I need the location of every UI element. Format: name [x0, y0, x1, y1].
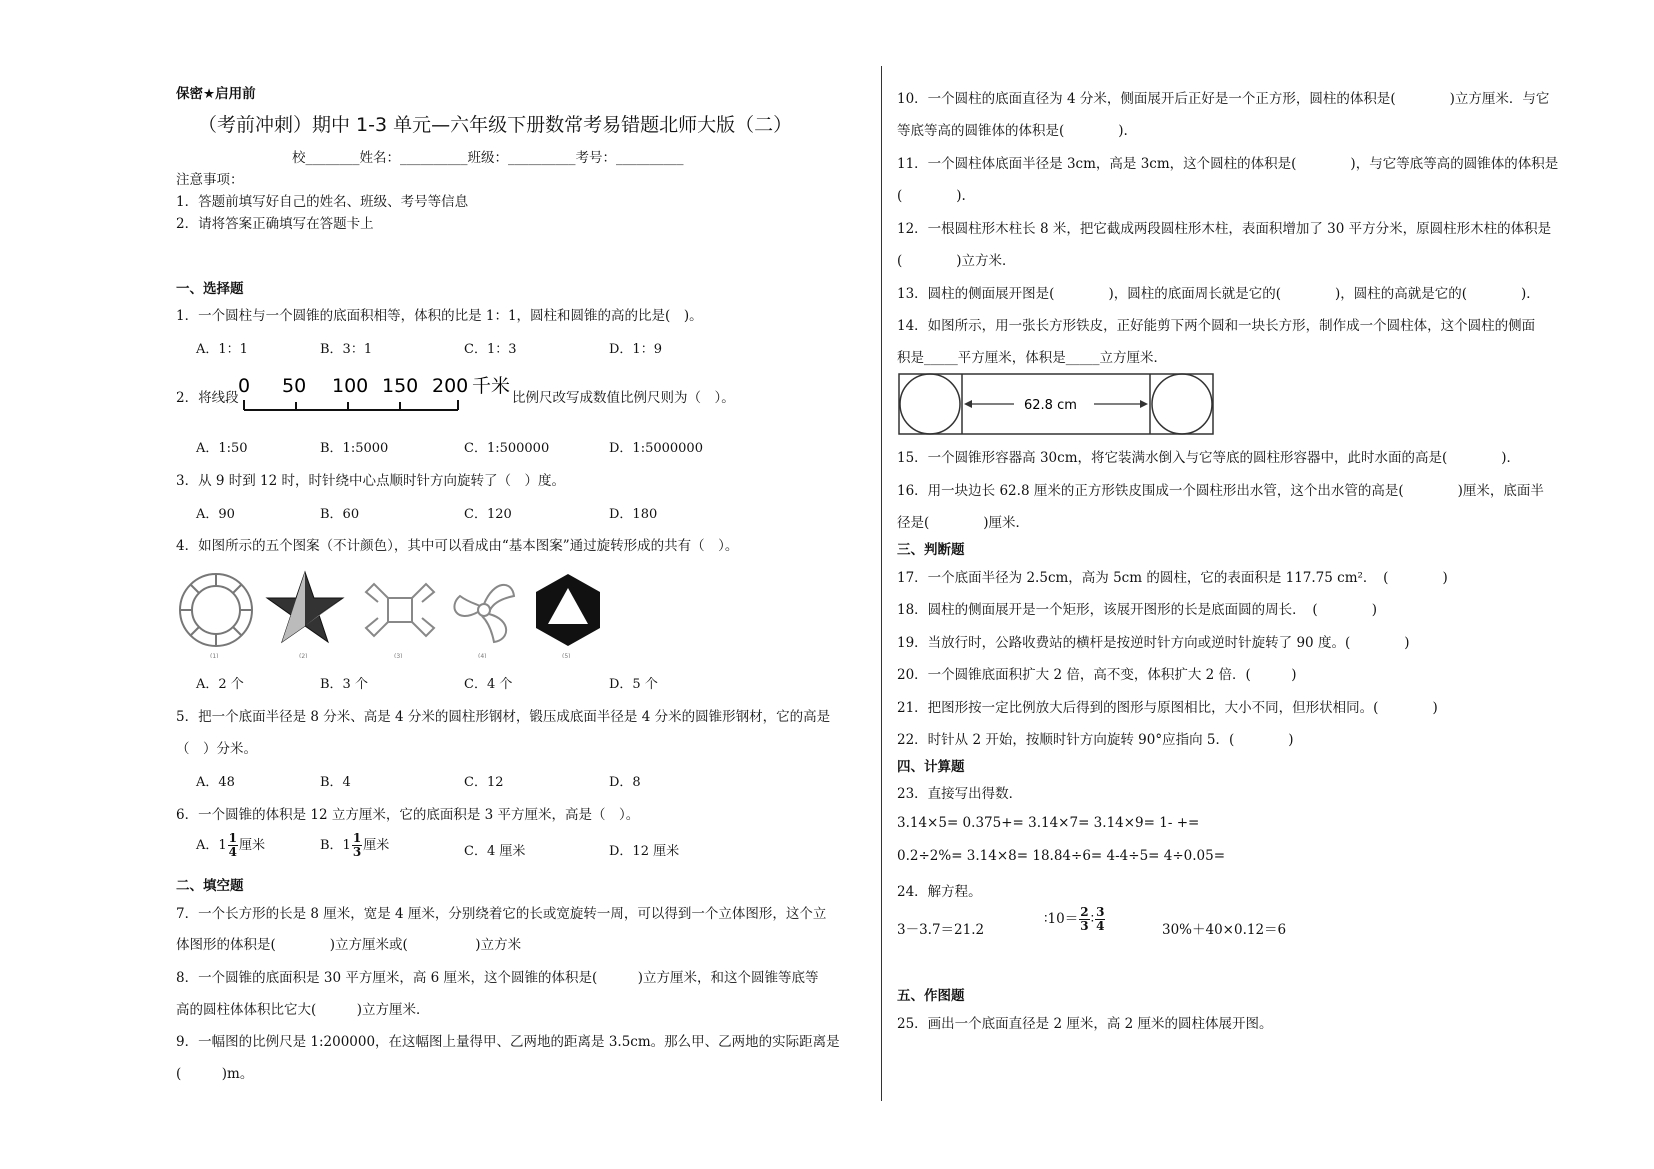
- section-draw: 五、作图题: [897, 988, 965, 1004]
- q6-b-fraction: $\frac{1}{3}$: [352, 831, 362, 859]
- section-calc: 四、计算题: [897, 759, 965, 775]
- question-17: 17．一个底面半径为 2.5cm，高为 5cm 的圆柱，它的表面积是 117.75 cm²． ( ): [897, 570, 1448, 586]
- right-circle: [1152, 374, 1212, 434]
- q6-option-c[interactable]: C．4 厘米: [464, 844, 526, 859]
- scale-tick-200: 200: [432, 375, 469, 397]
- scale-unit: 千米: [472, 375, 511, 397]
- question-22: 22．时针从 2 开始，按顺时针方向旋转 90°应指向 5．( ): [897, 732, 1294, 748]
- section-judge: 三、判断题: [897, 542, 965, 558]
- q1-option-c[interactable]: C．1：3: [464, 342, 517, 357]
- question-5-line-1: 5．把一个底面半径是 8 分米、高是 4 分米的圆柱形钢材，锻压成底面半径是 4 分米的圆锥形钢材，它的高是: [176, 709, 831, 725]
- question-14-line-2: 积是_____平方厘米，体积是_____立方厘米．: [897, 350, 1167, 366]
- question-25: 25．画出一个底面直径是 2 厘米，高 2 厘米的圆柱体展开图。: [897, 1016, 1273, 1032]
- q2-option-a[interactable]: A．1:50: [196, 441, 248, 456]
- question-12-line-2: ( )立方米．: [897, 253, 1016, 269]
- figure-length-label: 62.8 cm: [1024, 398, 1077, 413]
- notice-item-1: 1．答题前填写好自己的姓名、班级、考号等信息: [176, 194, 469, 210]
- q24-equation-1: 3－3.7＝21.2: [897, 922, 985, 938]
- q14-sheet-figure: [898, 373, 1216, 437]
- q6-a-prefix: A．1: [196, 838, 227, 853]
- q3-option-d[interactable]: D．180: [609, 507, 658, 522]
- question-3: 3．从 9 时到 12 时，时针绕中心点顺时针方向旋转了（ ）度。: [176, 473, 566, 489]
- q1-option-a[interactable]: A．1：1: [196, 342, 248, 357]
- q6-b-unit: 厘米: [363, 838, 390, 853]
- question-7-line-1: 7．一个长方形的长是 8 厘米，宽是 4 厘米，分别绕着它的长或宽旋转一周，可以得到一个立体图形，这个立: [176, 906, 827, 922]
- q23-row-1: 3.14×5= 0.375+= 3.14×7= 3.14×9= 1- +=: [897, 815, 1200, 831]
- q1-option-d[interactable]: D．1：9: [609, 342, 662, 357]
- q2-option-b[interactable]: B．1:5000: [320, 441, 389, 456]
- q5-option-a[interactable]: A．48: [196, 775, 235, 790]
- question-13: 13．圆柱的侧面展开图是( )，圆柱的底面周长就是它的( )，圆柱的高就是它的( )．: [897, 286, 1540, 302]
- q1-option-b[interactable]: B．3：1: [320, 342, 373, 357]
- q4-option-d[interactable]: D．5 个: [609, 677, 658, 692]
- question-11-line-1: 11．一个圆柱体底面半径是 3cm，高是 3cm，这个圆柱的体积是( )，与它等底等高的圆锥体的体积是: [897, 156, 1559, 172]
- question-2-pre: 2．将线段: [176, 390, 239, 406]
- question-11-line-2: ( ).: [897, 188, 966, 204]
- section-fill: 二、填空题: [176, 878, 244, 894]
- question-9-line-2: ( )m。: [176, 1066, 254, 1082]
- svg-text:(2): (2): [299, 653, 308, 658]
- q24-equation-2: ∶10＝ $\frac{2}{3}$ ∶ $\frac{3}{4}$: [1044, 905, 1105, 933]
- svg-text:(4): (4): [478, 653, 487, 658]
- q4-option-c[interactable]: C．4 个: [464, 677, 513, 692]
- question-9-line-1: 9．一幅图的比例尺是 1:200000，在这幅图上量得甲、乙两地的距离是 3.5cm。那么甲、乙两地的实际距离是: [176, 1034, 840, 1050]
- q6-b-prefix: B．1: [320, 838, 351, 853]
- pattern-3-cross-icon: [366, 584, 434, 658]
- question-19: 19．当放行时，公路收费站的横杆是按逆时针方向或逆时针旋转了 90 度。( ): [897, 635, 1410, 651]
- left-circle: [900, 374, 960, 434]
- question-10-line-2: 等底等高的圆锥体的体积是( ).: [897, 123, 1128, 139]
- q5-option-c[interactable]: C．12: [464, 775, 504, 790]
- scale-tick-150: 150: [382, 375, 419, 397]
- question-16-line-2: 径是( )厘米．: [897, 515, 1030, 531]
- question-16-line-1: 16．用一块边长 62.8 厘米的正方形铁皮围成一个圆柱形出水管，这个出水管的高是( )厘米，底面半: [897, 483, 1544, 499]
- page-title: （考前冲刺）期中 1-3 单元—六年级下册数常考易错题北师大版（二）: [198, 114, 793, 136]
- q6-option-d[interactable]: D．12 厘米: [609, 844, 680, 859]
- q2-option-d[interactable]: D．1:5000000: [609, 441, 703, 456]
- question-20: 20．一个圆锥底面积扩大 2 倍，高不变，体积扩大 2 倍．( ): [897, 667, 1297, 683]
- q5-option-d[interactable]: D．8: [609, 775, 641, 790]
- question-23: 23．直接写出得数．: [897, 786, 1023, 802]
- student-info-line: 校________姓名：__________班级：__________考号：__________: [292, 150, 684, 166]
- svg-text:(3): (3): [394, 653, 403, 658]
- q5-option-b[interactable]: B．4: [320, 775, 351, 790]
- q4-option-a[interactable]: A．2 个: [196, 677, 244, 692]
- q6-option-b[interactable]: [320, 832, 389, 859]
- question-14-line-1: 14．如图所示，用一张长方形铁皮，正好能剪下两个圆和一块长方形，制作成一个圆柱体，这个圆柱的侧面: [897, 318, 1536, 334]
- question-1: 1．一个圆柱与一个圆锥的底面积相等，体积的比是 1：1，圆柱和圆锥的高的比是( )。: [176, 308, 703, 324]
- q6-a-fraction: $\frac{1}{4}$: [228, 831, 238, 859]
- pattern-4-propeller-icon: [454, 585, 514, 658]
- question-5-line-2: （ ）分米。: [176, 741, 257, 757]
- notice-title: 注意事项：: [176, 172, 244, 188]
- q6-a-unit: 厘米: [239, 838, 266, 853]
- q4-option-b[interactable]: B．3 个: [320, 677, 368, 692]
- q3-option-c[interactable]: C．120: [464, 507, 512, 522]
- question-15: 15．一个圆锥形容器高 30cm，将它装满水倒入与它等底的圆柱形容器中，此时水面的高是( )．: [897, 450, 1521, 466]
- pattern-5-hexagon-icon: [536, 574, 600, 658]
- q2-option-c[interactable]: C．1:500000: [464, 441, 550, 456]
- question-2-post: 比例尺改写成数值比例尺则为（ ）。: [512, 390, 735, 406]
- svg-text:(5): (5): [562, 653, 571, 658]
- pattern-2-star-icon: [267, 572, 343, 658]
- question-6: 6．一个圆锥的体积是 12 立方厘米，它的底面积是 3 平方厘米，高是（ ）。: [176, 807, 640, 823]
- question-24: 24．解方程。: [897, 884, 982, 900]
- question-12-line-1: 12．一根圆柱形木柱长 8 米，把它截成两段圆柱形木柱，表面积增加了 30 平方分米，原圆柱形木柱的体积是: [897, 221, 1552, 237]
- question-7-line-2: 体图形的体积是( )立方厘米或( )立方米: [176, 937, 522, 953]
- question-18: 18．圆柱的侧面展开是一个矩形，该展开图形的长是底面圆的周长． ( ): [897, 602, 1377, 618]
- notice-item-2: 2．请将答案正确填写在答题卡上: [176, 216, 374, 232]
- svg-text:(1): (1): [210, 653, 219, 658]
- question-21: 21．把图形按一定比例放大后得到的图形与原图相比，大小不同，但形状相同。( ): [897, 700, 1438, 716]
- question-4: 4．如图所示的五个图案（不计颜色），其中可以看成由“基本图案”通过旋转形成的共有（ ）。: [176, 538, 739, 554]
- q4-patterns-figure: [172, 570, 612, 658]
- secret-label: 保密★启用前: [176, 86, 256, 102]
- q3-option-b[interactable]: B．60: [320, 507, 360, 522]
- scale-bar-figure: [236, 370, 512, 416]
- scale-tick-0: 0: [238, 375, 251, 397]
- q23-row-2: 0.2÷2%= 3.14×8= 18.84÷6= 4-4÷5= 4÷0.05=: [897, 848, 1226, 864]
- q24-equation-3: 30%＋40×0.12＝6: [1162, 922, 1287, 938]
- scale-tick-50: 50: [282, 375, 307, 397]
- question-8-line-2: 高的圆柱体体积比它大( )立方厘米．: [176, 1002, 430, 1018]
- scale-tick-100: 100: [332, 375, 369, 397]
- question-8-line-1: 8．一个圆锥的底面积是 30 平方厘米，高 6 厘米，这个圆锥的体积是( )立方厘米，和这个圆锥等底等: [176, 970, 819, 986]
- q6-option-a[interactable]: [196, 832, 265, 859]
- column-divider: [881, 66, 882, 1101]
- section-choice: 一、选择题: [176, 281, 244, 297]
- q3-option-a[interactable]: A．90: [196, 507, 235, 522]
- pattern-1-ring-icon: [180, 574, 252, 658]
- question-10-line-1: 10．一个圆柱的底面直径为 4 分米，侧面展开后正好是一个正方形，圆柱的体积是( )立方厘米．与它: [897, 91, 1550, 107]
